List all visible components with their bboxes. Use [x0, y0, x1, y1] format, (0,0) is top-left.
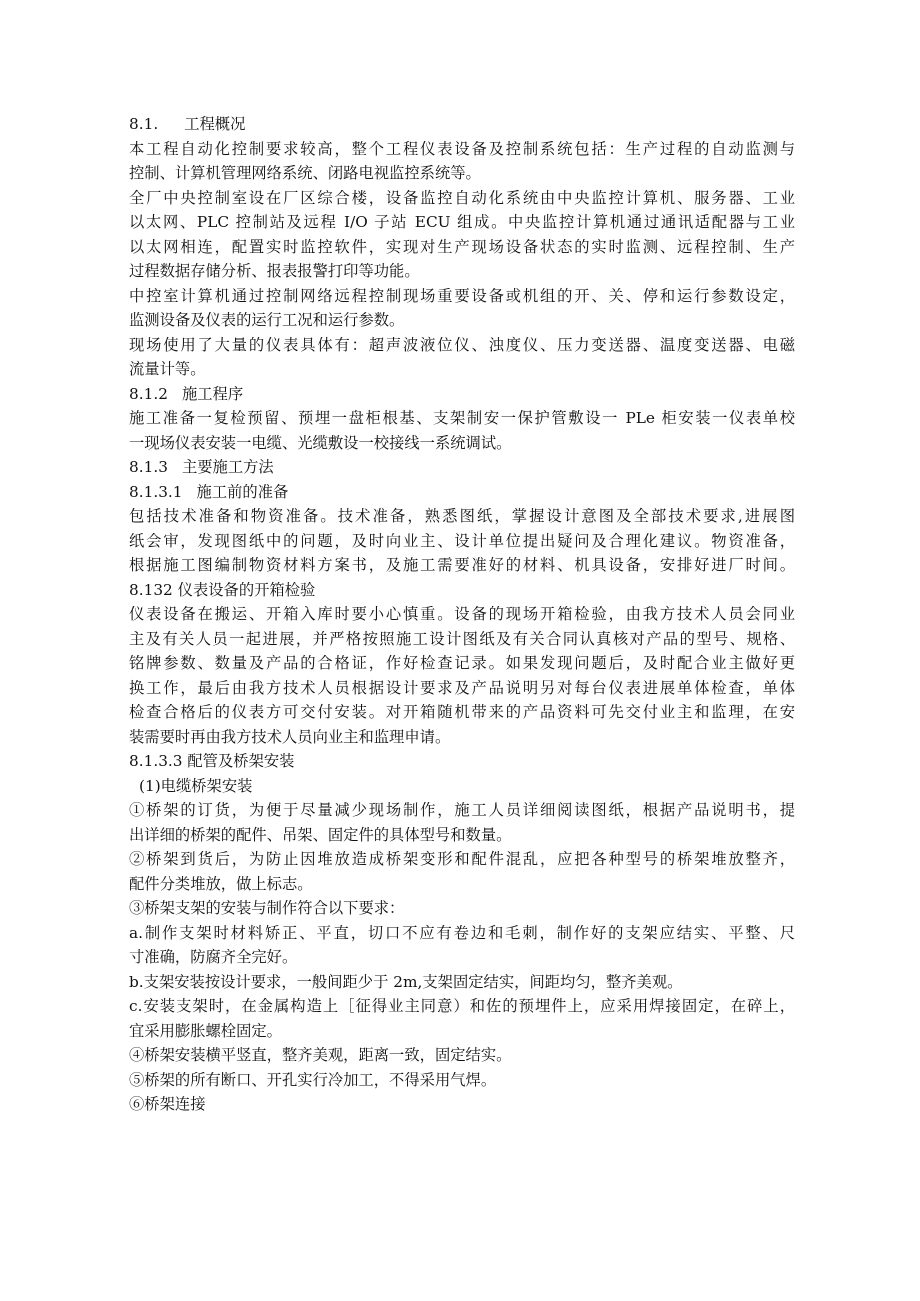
subheading-cable-tray	[129, 774, 795, 799]
paragraph-line: 监测设备及仪表的运行工况和运行参数。	[129, 311, 405, 329]
list-item-line: ⑤桥架的所有断口、开孔实行冷加工，不得采用气焊。	[129, 1070, 497, 1089]
paragraph-line: 包括技术准备和物资准备。技术准备，熟悉图纸，掌握设计意图及全部技术要求,进展图	[129, 507, 795, 525]
list-item-line: 配件分类堆放，做上标志。	[129, 874, 313, 893]
heading-title: 施工程序	[181, 384, 244, 403]
paragraph-line: 以太网、PLC 控制站及远程 I/O 子站 ECU 组成。中央监控计算机通过通讯适配器与工业	[129, 213, 795, 231]
list-item-line: a.制作支架时材料矫正、平直，切口不应有卷边和毛刺，制作好的支架应结实、平整、尺	[129, 923, 795, 942]
paragraph-line: 施工准备一复检预留、预埋一盘柜根基、支架制安一保护管敷设一 PLe 柜安装一仪表单校	[129, 409, 795, 427]
heading-8-1-2	[129, 382, 795, 407]
list-item-line: ④桥架安装横平竖直，整齐美观，距离一致，固定结实。	[129, 1046, 512, 1064]
heading-number: 8.1.2	[129, 384, 168, 403]
list-item-line: ①桥架的订货，为便于尽量减少现场制作，施工人员详细阅读图纸，根据产品说明书，提	[129, 801, 795, 819]
heading-title: 工程概况	[184, 115, 246, 133]
list-item-line: 出详细的桥架的配件、吊架、固定件的具体型号和数量。	[129, 825, 512, 844]
paragraph-line: 以太网相连，配置实时监控软件，实现对生产现场设备状态的实时监测、远程控制、生产	[129, 237, 795, 256]
heading-8-1	[129, 112, 795, 137]
paragraph-line: 本工程自动化控制要求较高，整个工程仪表设备及控制系统包括：生产过程的自动监测与	[129, 139, 795, 158]
heading-number: 8.1.3.1	[129, 482, 183, 501]
heading-title: 主要施工方法	[181, 458, 274, 476]
list-item-line: ③桥架支架的安装与制作符合以下要求：	[129, 899, 405, 917]
list-item-line: b.支架安装按设计要求，一般间距少于 2m,支架固定结实，间距均匀，整齐美观。	[129, 972, 683, 991]
paragraph-line: 仪表设备在搬运、开箱入库时要小心慎重。设备的现场开箱检验，由我方技术人员会同业	[129, 605, 795, 623]
list-item-line: 寸准确，防腐齐全完好。	[129, 948, 298, 966]
heading-8-1-3-2: 8.132 仪表设备的开箱检验	[129, 580, 316, 599]
paragraph-line: 主及有关人员一起进展，并严格按照施工设计图纸及有关合同认真核对产品的型号、规格、	[129, 629, 795, 648]
heading-8-1-3-1	[129, 480, 795, 505]
paragraph-line: 现场使用了大量的仪表具体有：超声波液位仪、浊度仪、压力变送器、温度变送器、电磁	[129, 335, 795, 354]
paragraph-line: 中控室计算机通过控制网络远程控制现场重要设备或机组的开、关、停和运行参数设定，	[129, 286, 795, 305]
paragraph-line: 过程数据存储分析、报表报警打印等功能。	[129, 262, 420, 280]
list-item-line: c.安装支架时，在金属构造上［征得业主同意）和佐的预埋件上，应采用焊接固定，在碎上，	[129, 997, 795, 1015]
paragraph-line: 流量计等。	[129, 360, 206, 378]
paragraph-line: 铭牌参数、数量及产品的合格证，作好检查记录。如果发现问题后，及时配合业主做好更	[129, 654, 795, 672]
paragraph-line: 纸会审，发现图纸中的问题，及时向业主、设计单位提出疑问及合理化建议。物资准备，	[129, 531, 795, 550]
list-item-line: 宜采用膨胀螺栓固定。	[129, 1021, 282, 1040]
heading-number: 8.1.3	[129, 458, 168, 476]
paragraph-line: 全厂中央控制室设在厂区综合楼，设备监控自动化系统由中央监控计算机、服务器、工业	[129, 188, 795, 207]
paragraph-line: 换工作，最后由我方技术人员根据设计要求及产品说明另对每台仪表进展单体检查，单体	[129, 678, 795, 697]
paragraph-line: 控制、计算机管理网络系统、闭路电视监控系统等。	[129, 164, 481, 182]
paragraph-line: 一现场仪表安装一电缆、光缆敷设一校接线一系统调试。	[129, 433, 512, 452]
paragraph-line: 根据施工图编制物资材料方案书，及施工需要准好的材料、机具设备，安排好进厂时间。	[129, 556, 795, 574]
heading-number: 8.1.	[129, 115, 159, 133]
paragraph-line: 装需要时再由我方技术人员向业主和监理申请。	[129, 727, 451, 746]
list-item-line: ②桥架到货后，为防止因堆放造成桥架变形和配件混乱，应把各种型号的桥架堆放整齐，	[129, 850, 795, 868]
subheading-text: (1)电缆桥架安装	[139, 776, 253, 795]
paragraph-line: 检查合格后的仪表方可交付安装。对开箱随机带来的产品资料可先交付业主和监理，在安	[129, 703, 795, 721]
list-item-line: ⑥桥架连接	[129, 1095, 206, 1113]
heading-8-1-3-3: 8.1.3.3 配管及桥架安装	[129, 752, 295, 770]
heading-8-1-3	[129, 455, 795, 480]
document-page	[129, 112, 795, 1117]
heading-title: 施工前的准备	[196, 482, 289, 501]
